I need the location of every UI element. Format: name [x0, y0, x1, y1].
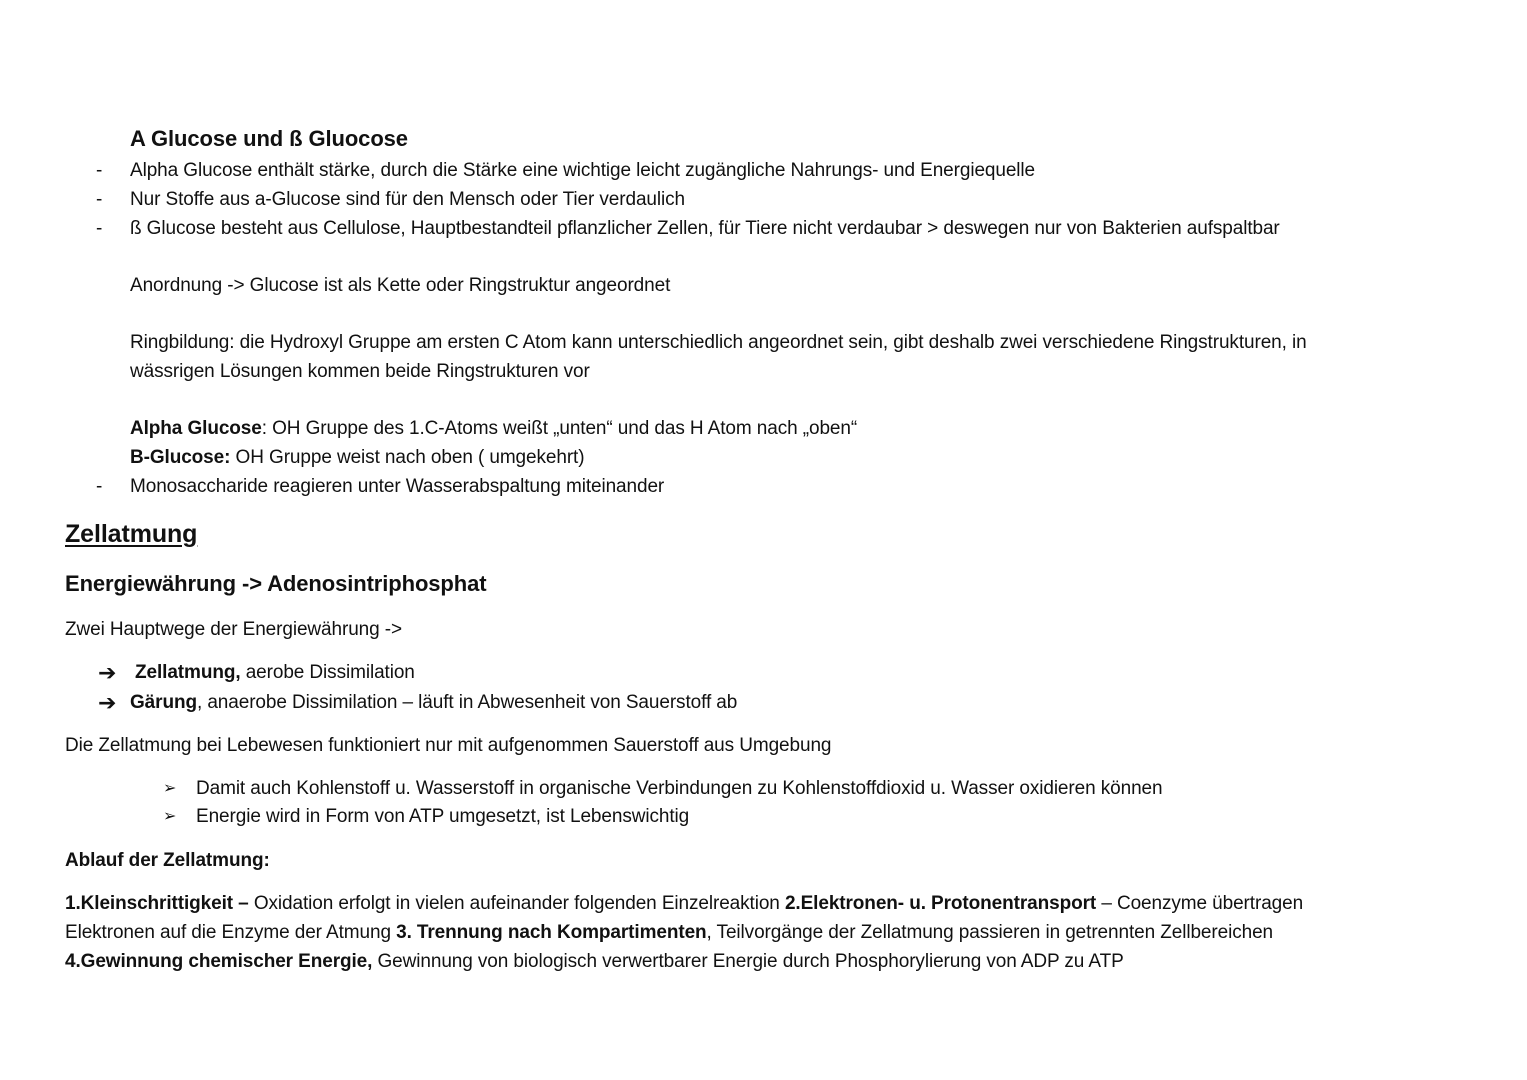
way-gaerung — [130, 688, 737, 717]
bullet-dash: - — [96, 189, 103, 210]
step-2-text: – Coenzyme übertragen — [1096, 893, 1304, 914]
way-text: , anaerobe Dissimilation – läuft in Abwesenheit von Sauerstoff ab — [196, 692, 738, 713]
zellatmung-heading: Zellatmung — [65, 520, 198, 548]
glucose-bullet-3: ß Glucose besteht aus Cellulose, Hauptbestandteil pflanzlicher Zellen, für Tiere nicht verdaubar > deswegen nur von Bakterien aufspaltbar — [130, 218, 1280, 239]
ablauf-line-2 — [65, 918, 1273, 947]
point-2: Energie wird in Form von ATP umgesetzt, ist Lebenswichtig — [196, 806, 690, 827]
step-3-text: , Teilvorgänge der Zellatmung passieren in getrennten Zellbereichen — [706, 922, 1274, 943]
bullet-dash: - — [96, 160, 103, 181]
glucose-heading: A Glucose und ß Gluocose — [130, 126, 408, 151]
beta-glucose-line — [130, 443, 584, 472]
step-2-continued: Elektronen auf die Enzyme der Atmung — [65, 922, 397, 943]
step-1-text: Oxidation erfolgt in vielen aufeinander folgenden Einzelreaktion — [248, 893, 785, 914]
beta-glucose-label: B-Glucose: — [130, 447, 231, 468]
glucose-bullet-1: Alpha Glucose enthält stärke, durch die Stärke eine wichtige leicht zugängliche Nahrungs- und Energiequelle — [130, 160, 1036, 181]
ablauf-line-1 — [65, 889, 1303, 918]
beta-glucose-text: OH Gruppe weist nach oben ( umgekehrt) — [230, 447, 585, 468]
ringbildung-line-1: Ringbildung: die Hydroxyl Gruppe am ersten C Atom kann unterschiedlich angeordnet sein, gibt deshalb zwei verschiedene Ringstrukturen, in — [130, 332, 1307, 353]
step-1-label: 1.Kleinschrittigkeit – — [65, 893, 249, 914]
point-1: Damit auch Kohlenstoff u. Wasserstoff in organische Verbindungen zu Kohlenstoffdioxid u. Wasser oxidieren können — [196, 778, 1163, 799]
alpha-glucose-label: Alpha Glucose — [130, 418, 262, 439]
ablauf-line-3 — [65, 947, 1124, 976]
triangle-bullet-icon: ➢ — [163, 808, 177, 825]
step-3-label: 3. Trennung nach Kompartimenten — [396, 922, 707, 943]
alpha-glucose-line — [130, 414, 857, 443]
energiewaehrung-subheading: Energiewährung -> Adenosintriphosphat — [65, 571, 487, 596]
hauptwege-intro: Zwei Hauptwege der Energiewährung -> — [65, 619, 403, 640]
triangle-bullet-icon: ➢ — [163, 780, 177, 797]
step-4-text: Gewinnung von biologisch verwertbarer Energie durch Phosphorylierung von ADP zu ATP — [372, 951, 1124, 972]
way-label: Gärung — [130, 692, 197, 713]
lebewesen-text: Die Zellatmung bei Lebewesen funktioniert nur mit aufgenommen Sauerstoff aus Umgebung — [65, 735, 832, 756]
way-zellatmung — [135, 658, 415, 687]
ringbildung-line-2: wässrigen Lösungen kommen beide Ringstrukturen vor — [130, 361, 590, 382]
arrow-bullet-icon: ➔ — [98, 690, 117, 715]
step-4-label: 4.Gewinnung chemischer Energie, — [65, 951, 373, 972]
way-text: aerobe Dissimilation — [240, 662, 415, 683]
arrow-bullet-icon: ➔ — [98, 660, 117, 685]
glucose-bullet-2: Nur Stoffe aus a-Glucose sind für den Mensch oder Tier verdaulich — [130, 189, 685, 210]
bullet-dash: - — [96, 476, 103, 497]
way-label: Zellatmung, — [135, 662, 241, 683]
bullet-dash: - — [96, 218, 103, 239]
ablauf-heading: Ablauf der Zellatmung: — [65, 850, 270, 871]
alpha-glucose-text: : OH Gruppe des 1.C-Atoms weißt „unten“ und das H Atom nach „oben“ — [261, 418, 858, 439]
monosaccharide-bullet: Monosaccharide reagieren unter Wasserabspaltung miteinander — [130, 476, 665, 497]
step-2-label: 2.Elektronen- u. Protonentransport — [784, 893, 1097, 914]
anordnung-text: Anordnung -> Glucose ist als Kette oder Ringstruktur angeordnet — [130, 275, 671, 296]
